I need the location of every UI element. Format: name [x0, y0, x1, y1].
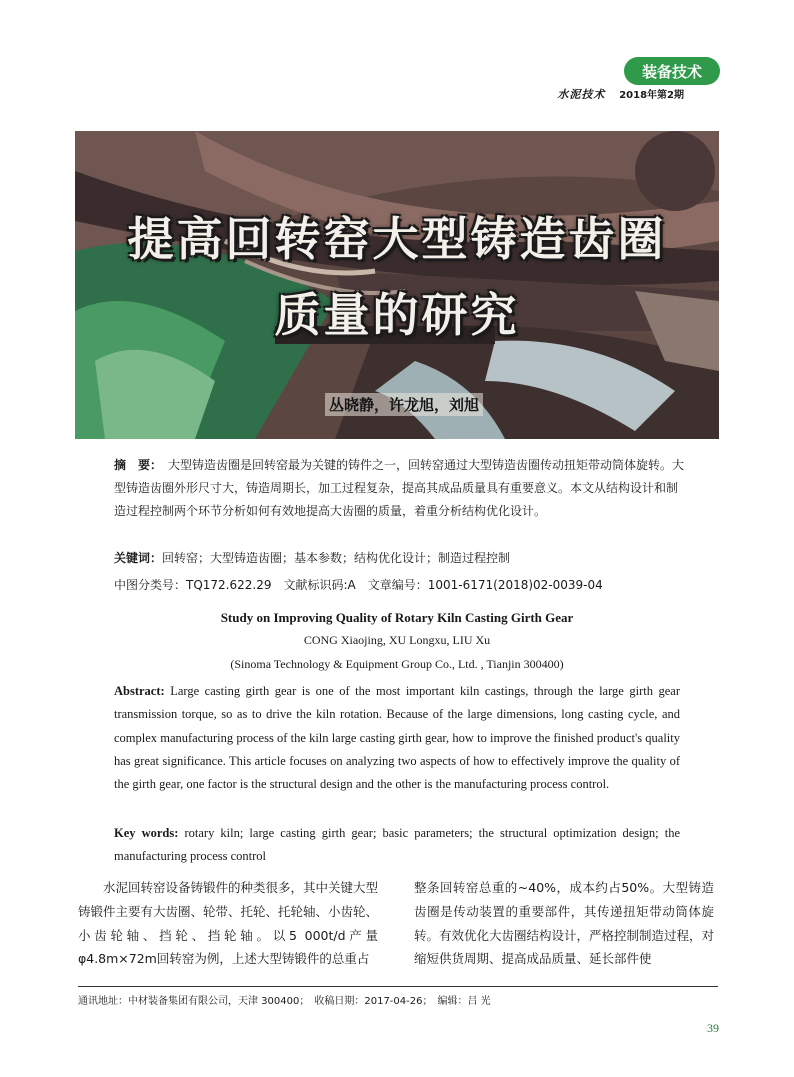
- journal-issue: 2018年第2期: [619, 90, 684, 101]
- english-affiliation: (Sinoma Technology & Equipment Group Co., Ltd. , Tianjin 300400): [230, 657, 564, 671]
- body-right-column: 整条回转窑总重的~40%，成本约占50%。大型铸造齿圈是传动装置的重要部件，其传递扭矩带动筒体旋转。有效优化大齿圈结构设计，严格控制制造过程，对缩短供货周期、提高成品质量、延长部件使: [414, 880, 715, 967]
- article-title-line1: 提高回转窑大型铸造齿圈: [127, 212, 667, 266]
- section-tag: 装备技术: [624, 57, 720, 85]
- journal-name: 水泥技术: [557, 88, 606, 101]
- article-title-line2: 质量的研究: [274, 288, 520, 342]
- footnote: 通讯地址：中材装备集团有限公司，天津 300400； 收稿日期：2017-04-26； 编辑：吕 光: [78, 996, 491, 1007]
- english-abstract-text: Large casting girth gear is one of the most important kiln castings, through the large girth gear transmission torque, so as to drive the kiln rotation. Because of the large dimensions, long casting cycle, and complex manufacturing process of the kiln large casting girth gear, how to improve the finished product's quality has great significance. This article focuses on analyzing two aspects of how to effectively improve the quality of the girth gear, one factor is the structural design and the other is the manufacturing process control.: [114, 684, 680, 792]
- english-keywords-label: Key words:: [114, 826, 179, 840]
- english-keywords: [114, 822, 680, 869]
- article-authors: 丛晓静，许龙旭，刘旭: [325, 393, 483, 416]
- body-left-column: 水泥回转窑设备铸锻件的种类很多，其中关键大型铸锻件主要有大齿圈、轮带、托轮、托轮轴、小齿轮、小齿轮轴、挡轮、挡轮轴。以5 000t/d产量φ4.8m×72m回转窑为例，上述大型铸锻件的总重占: [78, 880, 379, 967]
- keywords-cn-label: 关键词：: [114, 551, 163, 565]
- keywords-cn-text: 回转窑；大型铸造齿圈；基本参数；结构优化设计；制造过程控制: [162, 551, 511, 565]
- journal-issue-line: [557, 86, 684, 102]
- english-abstract-label: Abstract:: [114, 684, 165, 698]
- page-number: 39: [707, 1021, 719, 1035]
- english-keywords-text: rotary kiln; large casting girth gear; basic parameters; the structural optimization design; the manufacturing process control: [114, 826, 681, 864]
- classification-line: 中图分类号：TQ172.622.29 文献标识码:A 文章编号：1001-6171(2018)02-0039-04: [114, 578, 603, 592]
- keywords-cn: [114, 549, 510, 566]
- abstract-cn-label: 摘 要：: [114, 458, 163, 472]
- english-title: Study on Improving Quality of Rotary Kiln Casting Girth Gear: [220, 610, 574, 625]
- hero-image: [75, 131, 719, 439]
- footnote-rule: [78, 986, 718, 987]
- abstract-cn-text: 大型铸造齿圈是回转窑最为关键的铸件之一，回转窑通过大型铸造齿圈传动扭矩带动筒体旋转。大型铸造齿圈外形尺寸大，铸造周期长，加工过程复杂，提高其成品质量具有重要意义。本文从结构设计和制造过程控制两个环节分析如何有效地提高大齿圈的质量，着重分析结构优化设计。: [114, 458, 685, 518]
- abstract-cn: [114, 454, 686, 523]
- english-abstract: [114, 680, 680, 796]
- english-authors: CONG Xiaojing, XU Longxu, LIU Xu: [303, 633, 491, 647]
